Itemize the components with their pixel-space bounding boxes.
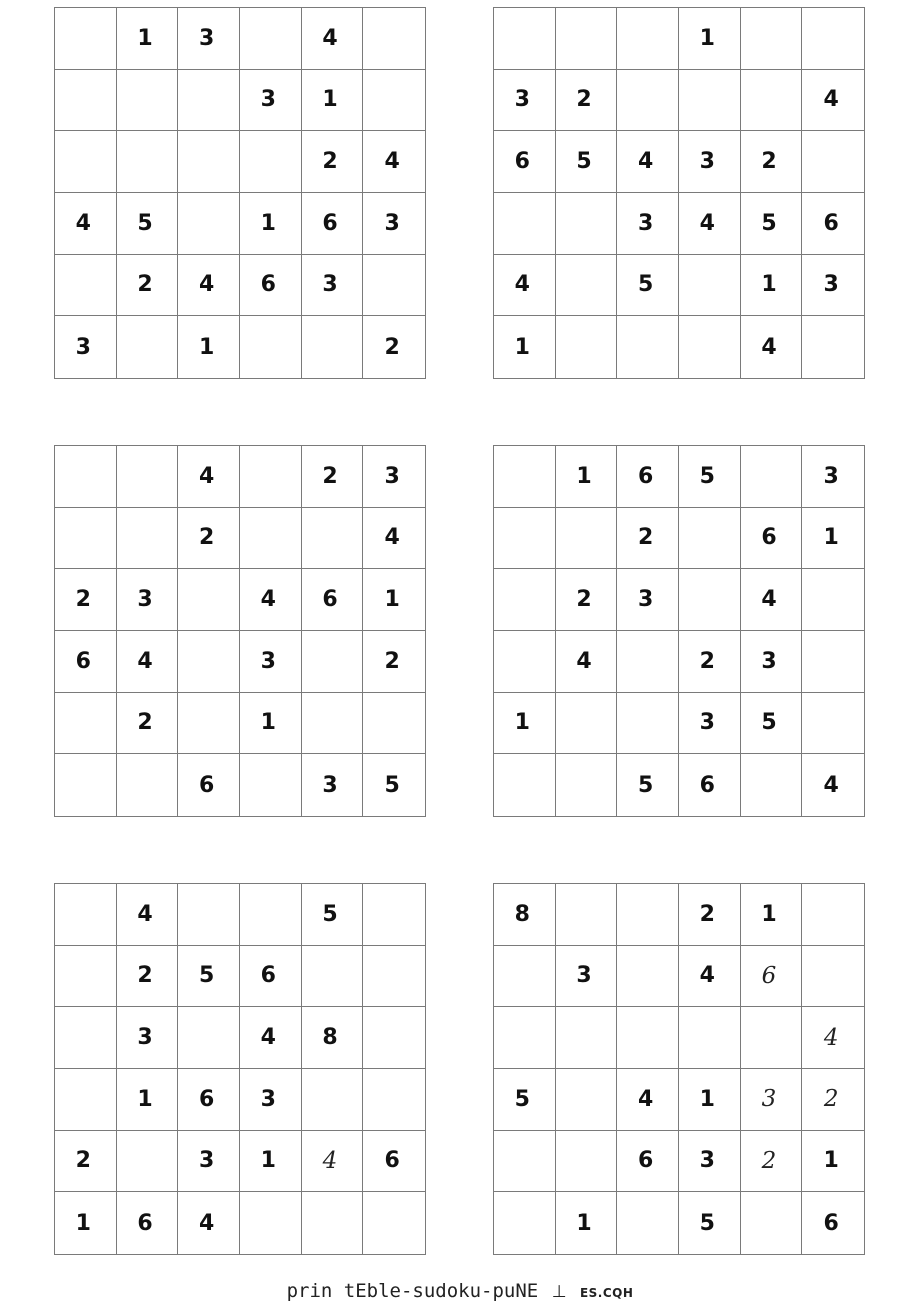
sudoku-cell: [741, 70, 803, 132]
sudoku-cell: 2: [556, 569, 618, 631]
sudoku-cell: [494, 8, 556, 70]
sudoku-cell: 4: [363, 131, 425, 193]
sudoku-cell: 3: [679, 131, 741, 193]
sudoku-grid-4: [493, 445, 865, 817]
sudoku-cell: [240, 754, 302, 816]
sudoku-cell: 4: [741, 316, 803, 378]
sudoku-cell: 6: [117, 1192, 179, 1254]
sudoku-cell: [802, 8, 864, 70]
sudoku-cell: 4: [363, 508, 425, 570]
sudoku-cell: [494, 946, 556, 1008]
sudoku-cell: [679, 508, 741, 570]
sudoku-cell: [178, 1007, 240, 1069]
sudoku-cell: [494, 508, 556, 570]
sudoku-cell: [556, 255, 618, 317]
sudoku-cell: 4: [55, 193, 117, 255]
sudoku-cell: [302, 1192, 364, 1254]
sudoku-cell: [178, 70, 240, 132]
sudoku-cell: 4: [302, 8, 364, 70]
sudoku-cell: 3: [302, 754, 364, 816]
sudoku-cell: [363, 693, 425, 755]
sudoku-cell: 5: [617, 255, 679, 317]
sudoku-cell: 3: [240, 70, 302, 132]
sudoku-cell: 3: [802, 255, 864, 317]
sudoku-cell: 3: [741, 631, 803, 693]
sudoku-cell: 2: [117, 255, 179, 317]
sudoku-cell: 3: [178, 8, 240, 70]
sudoku-cell: [556, 8, 618, 70]
sudoku-cell: 2: [363, 631, 425, 693]
sudoku-cell: 2: [679, 884, 741, 946]
sudoku-cell: [363, 946, 425, 1008]
sudoku-cell: 5: [384, 772, 400, 798]
sudoku-cell: [556, 508, 618, 570]
sudoku-cell: 1: [240, 693, 302, 755]
sudoku-cell: [55, 1007, 117, 1069]
sudoku-cell: [679, 70, 741, 132]
sudoku-cell: 1: [494, 693, 556, 755]
sudoku-cell: 1: [494, 316, 556, 378]
sudoku-cell: [363, 884, 425, 946]
sudoku-cell: [617, 316, 679, 378]
sudoku-cell: [240, 1192, 302, 1254]
sudoku-cell: [802, 569, 864, 631]
sudoku-cell: [556, 316, 618, 378]
sudoku-cell: 6: [178, 1069, 240, 1131]
sudoku-cell: [802, 946, 864, 1008]
sudoku-cell: [617, 693, 679, 755]
sudoku-cell: 8: [494, 884, 556, 946]
sudoku-cell: 5: [178, 946, 240, 1008]
sudoku-cell: [117, 70, 179, 132]
sudoku-cell: [363, 255, 425, 317]
sudoku-cell: 2: [178, 508, 240, 570]
sudoku-cell: [55, 255, 117, 317]
sudoku-cell: [117, 446, 179, 508]
sudoku-cell: 4: [617, 1069, 679, 1131]
sudoku-cell: [741, 8, 803, 70]
sudoku-cell: 5: [556, 131, 618, 193]
sudoku-cell: [556, 884, 618, 946]
sudoku-cell: 6: [240, 255, 302, 317]
sudoku-cell: 2: [802, 1069, 864, 1131]
sudoku-cell: 6: [55, 631, 117, 693]
sudoku-cell: 6: [802, 193, 864, 255]
sudoku-cell: 2: [741, 1131, 803, 1193]
sudoku-cell: [55, 131, 117, 193]
sudoku-cell: 2: [117, 693, 179, 755]
sudoku-grid-3: [54, 445, 426, 817]
sudoku-cell: 4: [178, 446, 240, 508]
sudoku-cell: 1: [363, 569, 425, 631]
sudoku-cell: 2: [117, 946, 179, 1008]
sudoku-cell: [55, 446, 117, 508]
sudoku-cell: 4: [302, 1131, 364, 1193]
sudoku-cell: [302, 946, 364, 1008]
sudoku-cell: [363, 1007, 425, 1069]
sudoku-cell: [117, 754, 179, 816]
sudoku-cell: 4: [802, 1007, 864, 1069]
sudoku-cell: [178, 569, 240, 631]
sudoku-cell: 1: [117, 1069, 179, 1131]
sudoku-cell: [494, 446, 556, 508]
sudoku-cell: 3: [617, 193, 679, 255]
sudoku-cell: 6: [741, 946, 803, 1008]
sudoku-cell: 6: [302, 193, 364, 255]
sudoku-cell: [117, 508, 179, 570]
sudoku-cell: 1: [240, 1131, 302, 1193]
sudoku-cell: 5: [494, 1069, 556, 1131]
sudoku-cell: [55, 1069, 117, 1131]
page-footer: [0, 1280, 920, 1302]
sudoku-cell: 6: [617, 1131, 679, 1193]
sudoku-cell: [240, 446, 302, 508]
sudoku-cell: [679, 316, 741, 378]
sudoku-cell: 4: [494, 255, 556, 317]
sudoku-cell: [240, 131, 302, 193]
sudoku-cell: [240, 8, 302, 70]
sudoku-cell: 3: [556, 946, 618, 1008]
sudoku-cell: 6: [363, 1131, 425, 1193]
sudoku-cell: [556, 193, 618, 255]
sudoku-cell: 4: [178, 1192, 240, 1254]
sudoku-cell: 6: [494, 131, 556, 193]
sudoku-cell: [494, 569, 556, 631]
sudoku-cell: [302, 693, 364, 755]
sudoku-cell: [117, 316, 179, 378]
sudoku-grid-6: [493, 883, 865, 1255]
sudoku-cell: [556, 1069, 618, 1131]
sudoku-cell: 5: [117, 193, 179, 255]
sudoku-cell: 6: [302, 569, 364, 631]
sudoku-cell: [802, 316, 864, 378]
sudoku-cell: [178, 693, 240, 755]
sudoku-cell: [302, 316, 364, 378]
sudoku-cell: 2: [679, 631, 741, 693]
sudoku-cell: 6: [823, 1210, 839, 1236]
sudoku-cell: 3: [240, 1069, 302, 1131]
sudoku-cell: 1: [556, 446, 618, 508]
sudoku-cell: 1: [556, 1192, 618, 1254]
sudoku-cell: 2: [302, 446, 364, 508]
sudoku-cell: 4: [240, 1007, 302, 1069]
sudoku-cell: [741, 1007, 803, 1069]
sudoku-cell: [556, 1007, 618, 1069]
sudoku-cell: 1: [679, 1069, 741, 1131]
sudoku-cell: 8: [302, 1007, 364, 1069]
sudoku-cell: [494, 1007, 556, 1069]
sudoku-cell: 1: [802, 508, 864, 570]
sudoku-cell: 1: [679, 8, 741, 70]
sudoku-cell: [741, 1192, 803, 1254]
sudoku-cell: 4: [117, 631, 179, 693]
sudoku-grid-5: [54, 883, 426, 1255]
sudoku-cell: 1: [741, 255, 803, 317]
sudoku-cell: 3: [363, 193, 425, 255]
sudoku-cell: 4: [556, 631, 618, 693]
sudoku-cell: [117, 1131, 179, 1193]
sudoku-cell: [679, 1007, 741, 1069]
sudoku-cell: 1: [117, 8, 179, 70]
sudoku-cell: [802, 884, 864, 946]
sudoku-cell: 3: [494, 70, 556, 132]
sudoku-cell: 2: [556, 70, 618, 132]
sudoku-cell: 1: [240, 193, 302, 255]
sudoku-cell: 3: [617, 569, 679, 631]
sudoku-cell: [55, 946, 117, 1008]
sudoku-cell: [494, 1192, 556, 1254]
sudoku-cell: [55, 693, 117, 755]
sudoku-grid-2: [493, 7, 865, 379]
sudoku-cell: 2: [384, 334, 400, 360]
sudoku-cell: 2: [55, 1131, 117, 1193]
sudoku-cell: 3: [117, 1007, 179, 1069]
sudoku-cell: [556, 1131, 618, 1193]
sudoku-cell: 1: [178, 316, 240, 378]
sudoku-cell: [494, 754, 556, 816]
sudoku-cell: [55, 508, 117, 570]
sudoku-cell: 4: [117, 884, 179, 946]
sudoku-cell: 4: [240, 569, 302, 631]
footer-separator: ⊥: [551, 1282, 567, 1302]
sudoku-cell: 3: [55, 316, 117, 378]
sudoku-cell: [617, 8, 679, 70]
sudoku-cell: [363, 1069, 425, 1131]
sudoku-cell: [363, 1192, 425, 1254]
sudoku-cell: [494, 193, 556, 255]
sudoku-cell: [741, 446, 803, 508]
sudoku-cell: 3: [802, 446, 864, 508]
sudoku-cell: [617, 1192, 679, 1254]
sudoku-cell: 6: [741, 508, 803, 570]
sudoku-cell: [178, 131, 240, 193]
sudoku-cell: 1: [55, 1192, 117, 1254]
sudoku-cell: [802, 631, 864, 693]
sudoku-cell: 6: [617, 446, 679, 508]
footer-text: prin tEble-sudoku-puNE: [286, 1280, 539, 1302]
sudoku-cell: [679, 255, 741, 317]
sudoku-cell: 4: [802, 70, 864, 132]
sudoku-cell: 5: [741, 193, 803, 255]
sudoku-cell: [741, 754, 803, 816]
sudoku-cell: [617, 884, 679, 946]
sudoku-cell: 5: [302, 884, 364, 946]
sudoku-grid-1: [54, 7, 426, 379]
sudoku-cell: [240, 316, 302, 378]
sudoku-cell: 6: [679, 754, 741, 816]
sudoku-cell: 3: [240, 631, 302, 693]
sudoku-cell: 6: [240, 946, 302, 1008]
sudoku-cell: [617, 1007, 679, 1069]
sudoku-cell: [617, 70, 679, 132]
sudoku-cell: [55, 884, 117, 946]
sudoku-cell: 5: [679, 1192, 741, 1254]
sudoku-cell: [556, 754, 618, 816]
sudoku-cell: 4: [679, 193, 741, 255]
sudoku-cell: 3: [741, 1069, 803, 1131]
sudoku-cell: 1: [741, 884, 803, 946]
sudoku-cell: [679, 569, 741, 631]
sudoku-cell: [178, 884, 240, 946]
sudoku-cell: 2: [741, 131, 803, 193]
sudoku-cell: [802, 131, 864, 193]
sudoku-cell: 4: [178, 255, 240, 317]
sudoku-cell: [178, 193, 240, 255]
sudoku-cell: 2: [617, 508, 679, 570]
sudoku-cell: [363, 70, 425, 132]
sudoku-cell: 4: [741, 569, 803, 631]
sudoku-cell: 3: [679, 1131, 741, 1193]
sudoku-cell: 3: [117, 569, 179, 631]
sudoku-cell: [178, 631, 240, 693]
sudoku-cell: [494, 1131, 556, 1193]
sudoku-cell: [617, 631, 679, 693]
sudoku-cell: 2: [302, 131, 364, 193]
sudoku-cell: [302, 631, 364, 693]
sudoku-cell: [494, 631, 556, 693]
sudoku-cell: [55, 70, 117, 132]
sudoku-cell: 2: [55, 569, 117, 631]
sudoku-cell: 3: [178, 1131, 240, 1193]
sudoku-cell: [240, 884, 302, 946]
sudoku-cell: 1: [302, 70, 364, 132]
sudoku-cell: [55, 8, 117, 70]
sudoku-cell: [302, 508, 364, 570]
sudoku-cell: 1: [802, 1131, 864, 1193]
sudoku-cell: [117, 131, 179, 193]
sudoku-cell: 4: [823, 772, 839, 798]
sudoku-cell: 5: [741, 693, 803, 755]
sudoku-cell: 5: [617, 754, 679, 816]
sudoku-cell: [617, 946, 679, 1008]
sudoku-cell: 3: [302, 255, 364, 317]
sudoku-cell: 6: [178, 754, 240, 816]
sudoku-cell: 3: [679, 693, 741, 755]
sudoku-cell: 4: [617, 131, 679, 193]
footer-suffix: ES.CQH: [579, 1286, 634, 1300]
sudoku-cell: [556, 693, 618, 755]
sudoku-cell: 5: [679, 446, 741, 508]
sudoku-cell: [240, 508, 302, 570]
sudoku-cell: [363, 8, 425, 70]
sudoku-cell: [302, 1069, 364, 1131]
sudoku-cell: [55, 754, 117, 816]
sudoku-cell: [802, 693, 864, 755]
sudoku-cell: 3: [363, 446, 425, 508]
sudoku-cell: 4: [679, 946, 741, 1008]
